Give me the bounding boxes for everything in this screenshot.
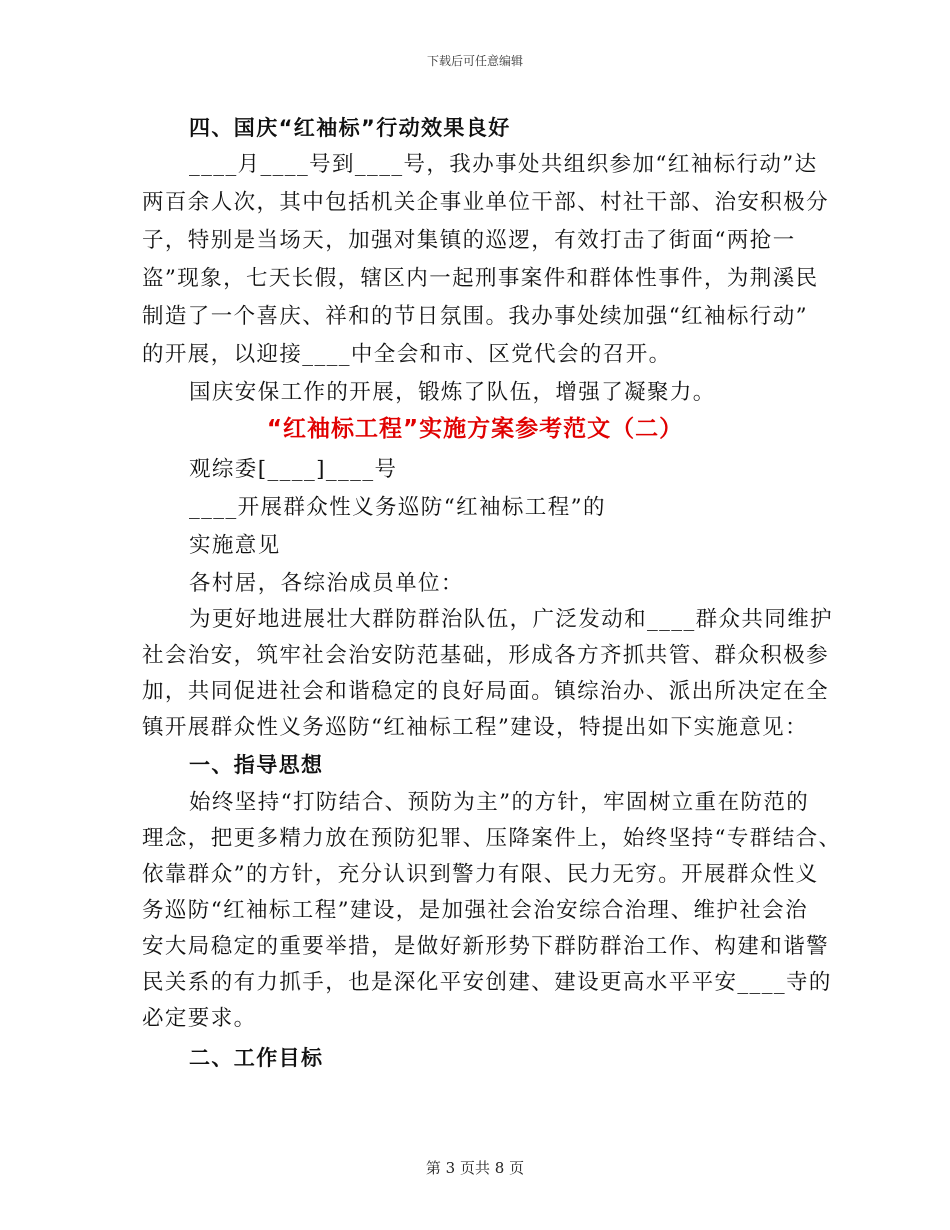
section4-line: 制造了一个喜庆、祥和的节日氛围。我办事处续加强“红袖标行动” [142,304,808,329]
document-title: “红袖标工程”实施方案参考范文（二） [266,416,684,442]
intro-line: 社会治安，筑牢社会治安防范基础，形成各方齐抓共管、群众积极参 [142,643,830,668]
section1-line: 始终坚持“打防结合、预防为主”的方针，牢固树立重在防范的 [189,790,810,815]
section1-line: 务巡防“红袖标工程”建设，是加强社会治安综合治理、维护社会治 [142,898,808,923]
section4-line: 的开展，以迎接____中全会和市、区党代会的召开。 [142,342,672,367]
section1-line: 依靠群众”的方针，充分认识到警力有限、民力无穷。开展群众性义 [142,862,819,887]
section4-line: ____月____号到____号，我办事处共组织参加“红袖标行动”达 [189,152,818,177]
section1-line: 理念，把更多精力放在预防犯罪、压降案件上，始终坚持“专群结合、 [142,826,842,851]
intro-line: 为更好地进展壮大群防群治队伍，广泛发动和____群众共同维护 [189,607,834,632]
document-number: 观综委[____]____号 [189,457,398,482]
section4-heading: 四、国庆“红袖标”行动效果良好 [189,116,511,140]
section4-line: 两百余人次，其中包括机关企事业单位干部、村社干部、治安积极分 [142,190,830,215]
section4-line: 国庆安保工作的开展，锻炼了队伍，增强了凝聚力。 [189,380,716,405]
section4-line: 盗”现象，七天长假，辖区内一起刑事案件和群体性事件，为荆溪民 [142,266,819,291]
section1-line: 安大局稳定的重要举措，是做好新形势下群防群治工作、构建和谐警 [142,934,830,959]
section2-heading: 二、工作目标 [189,1046,324,1070]
subject-line: ____开展群众性义务巡防“红袖标工程”的 [189,495,606,520]
subject-line: 实施意见 [189,533,281,558]
section4-line: 子，特别是当场天，加强对集镇的巡逻，有效打击了街面“两抢一 [142,228,796,253]
section1-line: 民关系的有力抓手，也是深化平安创建、建设更高水平平安____寺的 [142,970,832,995]
section1-heading: 一、指导思想 [189,753,324,777]
intro-line: 加，共同促进社会和谐稳定的良好局面。镇综治办、派出所决定在全 [142,679,830,704]
page-header: 下载后可任意编辑 [426,54,523,68]
salutation: 各村居，各综治成员单位： [189,571,464,596]
section1-line: 必定要求。 [142,1006,257,1031]
intro-line: 镇开展群众性义务巡防“红袖标工程”建设，特提出如下实施意见： [142,715,808,740]
page-footer: 第 3 页共 8 页 [425,1159,525,1177]
